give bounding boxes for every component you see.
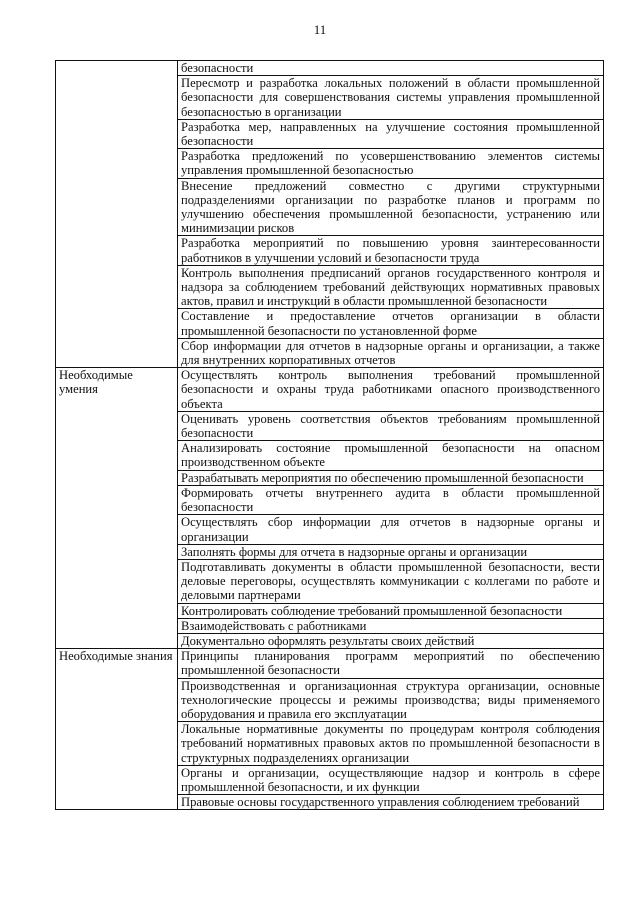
section-item: Сбор информации для отчетов в надзорные органы и организации, а также для внутренних корпоративных отчетов bbox=[178, 338, 604, 367]
section-item: Правовые основы государственного управления соблюдением требований bbox=[178, 795, 604, 810]
section-item: Контроль выполнения предписаний органов государственного контроля и надзора за соблюдением требований действующих нормативных правовых актов, правил и инструкций в области промышленной безопасности bbox=[178, 265, 604, 309]
table-row bbox=[56, 649, 604, 678]
section-item: Внесение предложений совместно с другими структурными подразделениями организации по разработке планов и программ по улучшению обеспечения промышленной безопасности, устранению или минимизации рисков bbox=[178, 178, 604, 236]
section-label: Необходимые умения bbox=[56, 368, 178, 649]
section-item: Подготавливать документы в области промышленной безопасности, вести деловые переговоры, осуществлять коммуникации с коллегами по работе и деловыми партнерами bbox=[178, 559, 604, 603]
section-item: Принципы планирования программ мероприятий по обеспечению промышленной безопасности bbox=[178, 649, 604, 678]
section-item: безопасности bbox=[178, 61, 604, 76]
section-item: Осуществлять сбор информации для отчетов в надзорные органы и организации bbox=[178, 515, 604, 544]
page-number: 11 bbox=[313, 22, 327, 37]
section-item: Разработка мер, направленных на улучшение состояния промышленной безопасности bbox=[178, 119, 604, 148]
table-row bbox=[56, 368, 604, 412]
section-item: Разработка предложений по усовершенствованию элементов системы управления промышленной безопасностью bbox=[178, 149, 604, 178]
requirements-table bbox=[55, 60, 604, 810]
section-item: Формировать отчеты внутреннего аудита в области промышленной безопасности bbox=[178, 485, 604, 514]
section-item: Разработка мероприятий по повышению уровня заинтересованности работников в улучшении условий и безопасности труда bbox=[178, 236, 604, 265]
section-item: Органы и организации, осуществляющие надзор и контроль в сфере промышленной безопасности, и их функции bbox=[178, 765, 604, 794]
section-item: Контролировать соблюдение требований промышленной безопасности bbox=[178, 603, 604, 618]
section-item: Заполнять формы для отчета в надзорные органы и организации bbox=[178, 544, 604, 559]
section-item: Анализировать состояние промышленной безопасности на опасном производственном объекте bbox=[178, 441, 604, 470]
table-row bbox=[56, 61, 604, 76]
table-body bbox=[56, 61, 604, 810]
section-item: Производственная и организационная структура организации, основные технологические процессы и режимы производства; виды применяемого оборудования и правила его эксплуатации bbox=[178, 678, 604, 722]
section-item: Оценивать уровень соответствия объектов требованиям промышленной безопасности bbox=[178, 411, 604, 440]
section-item: Пересмотр и разработка локальных положений в области промышленной безопасности для совершенствования системы управления промышленной безопасностью в организации bbox=[178, 76, 604, 120]
section-label: Необходимые знания bbox=[56, 649, 178, 810]
section-item: Осуществлять контроль выполнения требований промышленной безопасности и охраны труда работниками опасного производственного объекта bbox=[178, 368, 604, 412]
section-item: Составление и предоставление отчетов организации в области промышленной безопасности по установленной форме bbox=[178, 309, 604, 338]
section-item: Локальные нормативные документы по процедурам контроля соблюдения требований нормативных правовых актов по промышленной безопасности в структурных подразделениях организации bbox=[178, 722, 604, 766]
section-label bbox=[56, 61, 178, 368]
section-item: Разрабатывать мероприятия по обеспечению промышленной безопасности bbox=[178, 470, 604, 485]
section-item: Документально оформлять результаты своих действий bbox=[178, 633, 604, 648]
section-item: Взаимодействовать с работниками bbox=[178, 618, 604, 633]
